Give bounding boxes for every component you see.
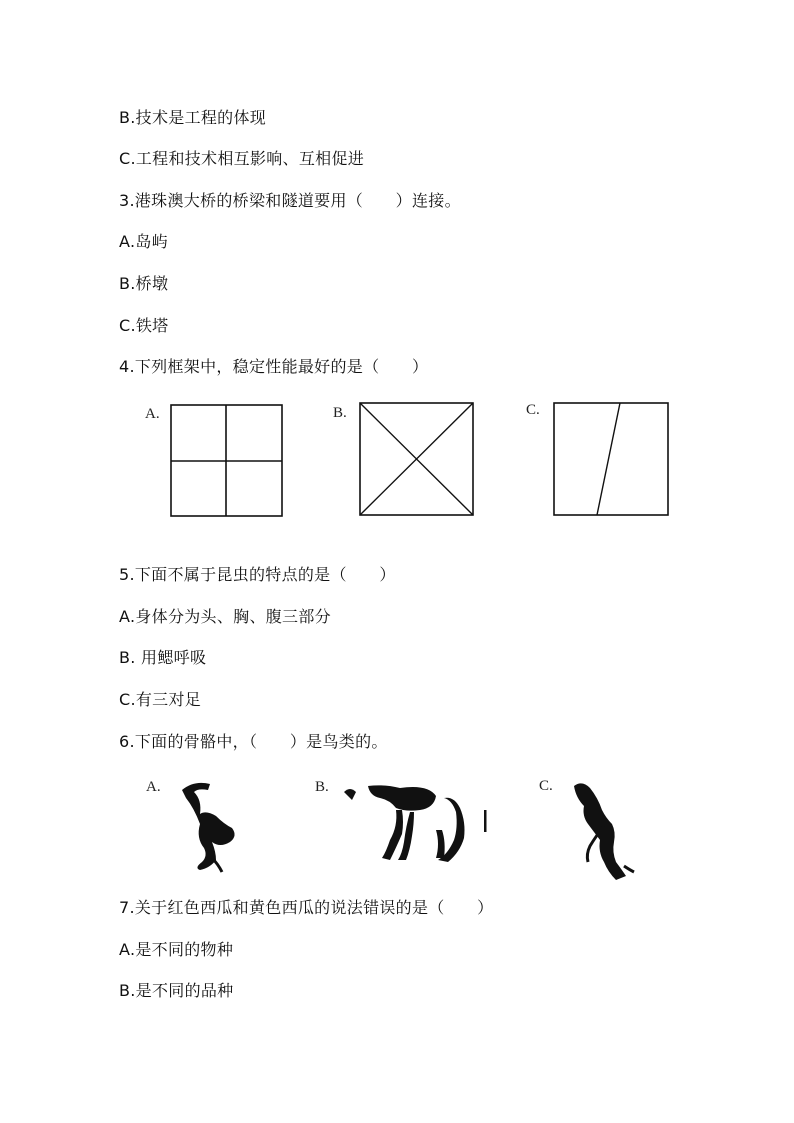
- option-b-text: B.技术是工程的体现: [119, 108, 267, 127]
- skeleton-c-label: C.: [539, 778, 553, 794]
- question-4: 4.下列框架中，稳定性能最好的是（ ）: [119, 357, 429, 376]
- question-3-option-b: B.桥墩: [119, 274, 169, 293]
- skeleton-a-bird-figure: [172, 776, 252, 876]
- frame-c-single-brace-figure: [551, 400, 671, 518]
- question-3-option-a: A.岛屿: [119, 232, 168, 251]
- frame-b-label: B.: [333, 405, 347, 421]
- question-5-option-c: C.有三对足: [119, 690, 202, 709]
- frame-b-cross-braced-figure: [357, 400, 477, 518]
- question-3-option-c: C.铁塔: [119, 316, 169, 335]
- question-5: 5.下面不属于昆虫的特点的是（ ）: [119, 565, 396, 584]
- question-3: 3.港珠澳大桥的桥梁和隧道要用（ ）连接。: [119, 191, 461, 210]
- question-7-option-b: B.是不同的品种: [119, 981, 234, 1000]
- skeleton-b-label: B.: [315, 779, 329, 795]
- question-7: 7.关于红色西瓜和黄色西瓜的说法错误的是（ ）: [119, 898, 494, 917]
- option-c-text: C.工程和技术相互影响、互相促进: [119, 149, 365, 168]
- question-5-option-a: A.身体分为头、胸、腹三部分: [119, 607, 331, 626]
- skeleton-c-figure: [564, 776, 644, 884]
- skeleton-a-label: A.: [146, 779, 161, 795]
- skeleton-b-quadruped-figure: [340, 778, 492, 864]
- question-6: 6.下面的骨骼中，（ ）是鸟类的。: [119, 732, 388, 751]
- frame-c-label: C.: [526, 402, 540, 418]
- question-5-option-b: B. 用鳃呼吸: [119, 648, 207, 667]
- question-7-option-a: A.是不同的物种: [119, 940, 234, 959]
- frame-a-label: A.: [145, 406, 160, 422]
- frame-a-grid-figure: [168, 402, 286, 520]
